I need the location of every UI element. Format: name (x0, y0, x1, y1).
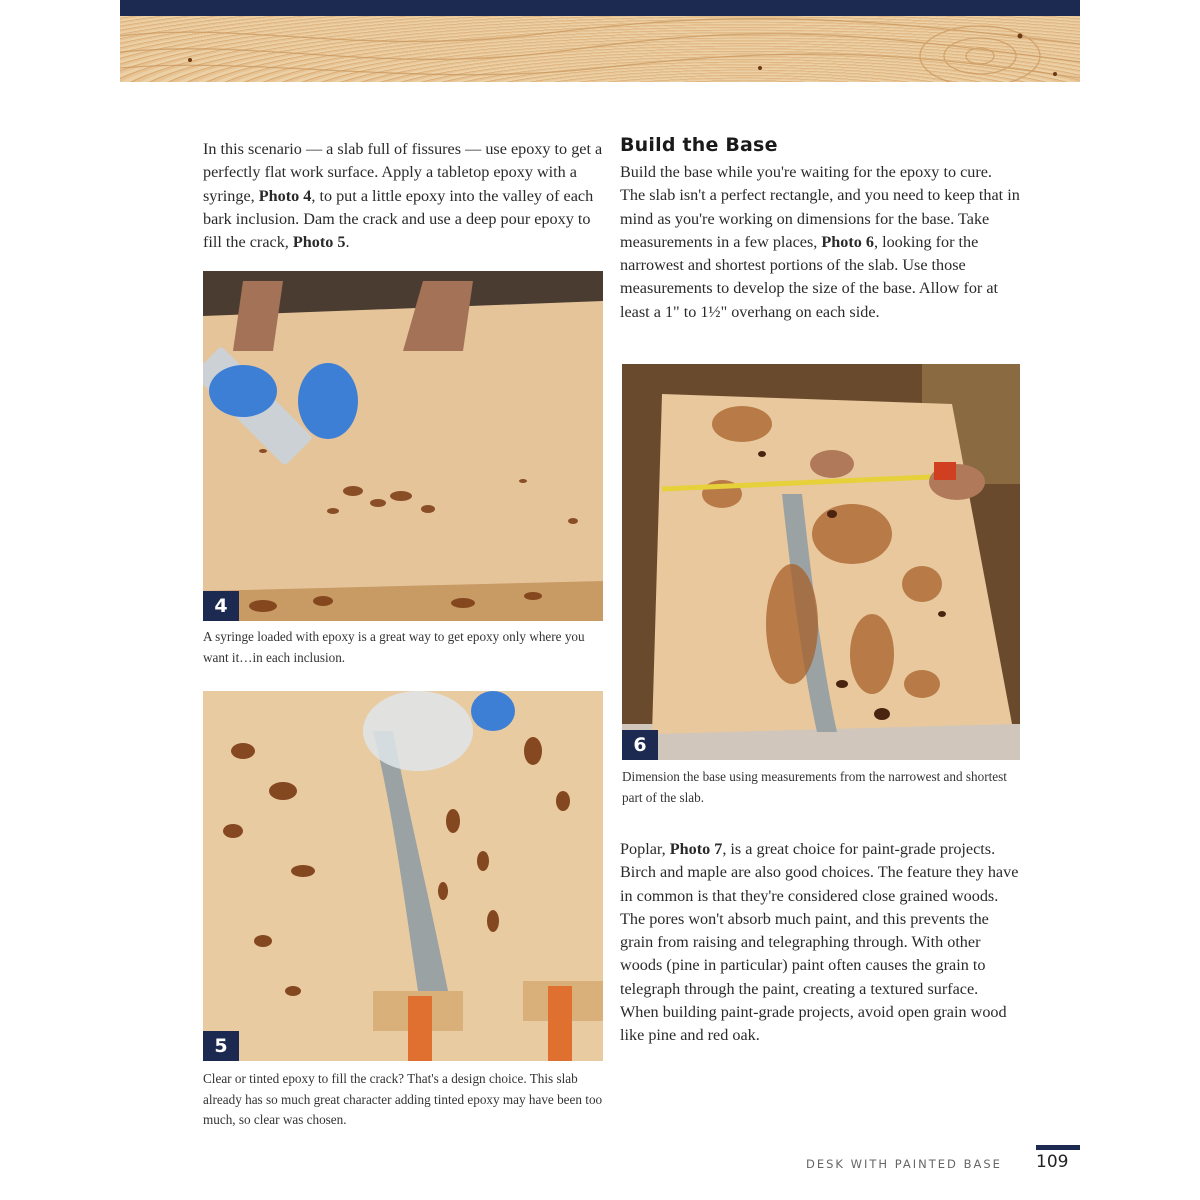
photo-4-image (203, 271, 603, 621)
header-rule (120, 0, 1080, 16)
photo-4-number-badge: 4 (203, 591, 239, 621)
photo-6-number-badge: 6 (622, 730, 658, 760)
photo-4 (203, 271, 603, 621)
footer-rule (1036, 1145, 1080, 1150)
page-number: 109 (1036, 1152, 1069, 1172)
photo-6-image (622, 364, 1020, 760)
photo-5-number-badge: 5 (203, 1031, 239, 1061)
photo-4-caption: A syringe loaded with epoxy is a great way to get epoxy only where you want it…in each inclusion. (203, 629, 585, 665)
build-base-paragraph: Build the base while you're waiting for the epoxy to cure. The slab isn't a perfect rectangle, and you need to keep that in mind as you're working on dimensions for the base. Take measurements in a few places, Photo 6, looking for the narrowest and shortest portions of the slab. Use those measurements to develop the size of the base. Allow for at least a 1" to 1½" overhang on each side. (620, 163, 1020, 321)
photo4-reference: Photo 4 (258, 186, 312, 205)
photo5-reference: Photo 5 (292, 233, 346, 252)
wood-grain-image (120, 16, 1080, 82)
photo-5-image (203, 691, 603, 1061)
intro-paragraph: In this scenario — a slab full of fissures — use epoxy to get a perfectly flat work surface. Apply a tabletop epoxy with a syringe, Photo 4, to put a little epoxy into the valley of each bark inclusion. Dam the crack and use a deep pour epoxy to fill the crack, Photo 5. (203, 140, 603, 252)
photo6-reference: Photo 6 (821, 232, 874, 251)
running-footer-title: DESK WITH PAINTED BASE (806, 1157, 1002, 1171)
photo-5 (203, 691, 603, 1061)
wood-grain-banner (120, 16, 1080, 82)
photo-5-caption: Clear or tinted epoxy to fill the crack? That's a design choice. This slab already has so much great character adding tinted epoxy may have been too much, so clear was chosen. (203, 1071, 603, 1127)
build-base-heading: Build the Base (620, 134, 778, 156)
photo-6 (622, 364, 1020, 760)
poplar-paragraph: Poplar, Photo 7, is a great choice for paint-grade projects. Birch and maple are also good choices. The feature they have in common is that they're considered close grained woods. The pores won't absorb much paint, and this prevents the grain from raising and telegraphing through. With other woods (pine in particular) paint often causes the grain to telegraph through the paint, creating a textured surface. When building paint-grade projects, avoid open grain wood like pine and red oak. (620, 840, 1019, 1045)
photo7-reference: Photo 7 (669, 840, 723, 858)
photo-6-caption: Dimension the base using measurements from the narrowest and shortest part of the slab. (622, 769, 1007, 805)
